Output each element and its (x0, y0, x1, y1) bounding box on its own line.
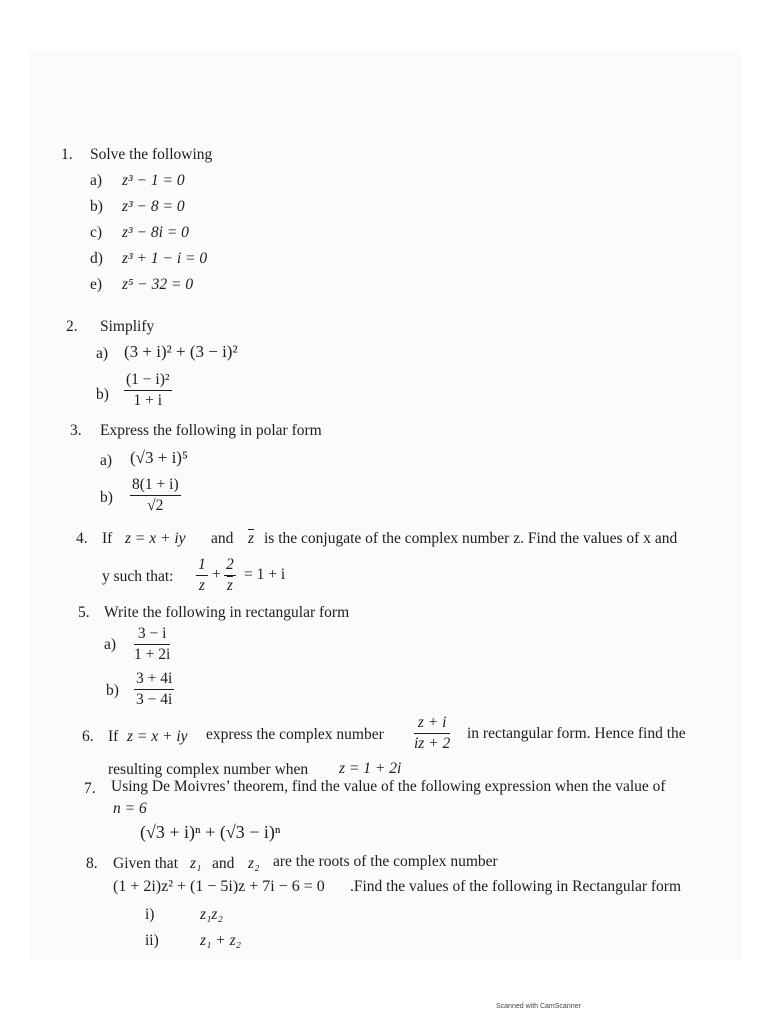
q5a-denominator: 1 + 2i (134, 646, 171, 663)
q5a-label: a) (104, 636, 117, 653)
q8-text-line2: .Find the values of the following in Rectangular form (350, 878, 682, 895)
q2b-numerator: (1 − i)² (124, 371, 172, 391)
q3b-fraction (130, 476, 181, 515)
q3-instruction: Express the following in polar form (100, 422, 322, 439)
q6-text-a: express the complex number (206, 726, 384, 743)
q5-instruction: Write the following in rectangular form (104, 604, 350, 621)
q6-number: 6. (82, 728, 94, 745)
q6-text-line2: resulting complex number when (108, 761, 309, 778)
q3b-label: b) (100, 489, 113, 506)
q2b-denominator: 1 + i (133, 392, 163, 409)
q1-number: 1. (61, 146, 73, 163)
q3a-label: a) (100, 452, 113, 469)
q1c-label: c) (90, 224, 103, 241)
q6-text-b: in rectangular form. Hence find the (467, 725, 686, 742)
q1b-expr: z³ − 8 = 0 (122, 198, 185, 215)
q5-number: 5. (78, 604, 90, 621)
q2a-expr: (3 + i)² + (3 − i)² (124, 342, 238, 361)
q8-text-line1: are the roots of the complex number (273, 853, 498, 870)
q5a-numerator: 3 − i (134, 625, 170, 645)
q3b-denominator: √2 (147, 497, 164, 514)
q4-zbar: $\overline{z}$ (248, 530, 255, 547)
q1a-expr: z³ − 1 = 0 (122, 172, 185, 189)
q1e-label: e) (90, 276, 103, 293)
q1a-label: a) (90, 172, 103, 189)
q7-number: 7. (84, 780, 96, 797)
q6-numerator: z + i (414, 714, 450, 734)
q8-z1: z₁ (190, 855, 202, 872)
q8-and: and (212, 855, 235, 872)
scanner-watermark: Scanned with CamScanner (496, 1003, 581, 1010)
q8-equation: (1 + 2i)z² + (1 − 5i)z + 7i − 6 = 0 (113, 878, 325, 895)
q5b-numerator: 3 + 4i (134, 670, 174, 690)
q4-text-line1: is the conjugate of the complex number z. Find the values of x and (264, 530, 678, 547)
q5a-fraction (134, 625, 170, 664)
q4-and: and (211, 530, 234, 547)
q6-z-definition: z = x + iy (127, 728, 188, 745)
q2-instruction: Simplify (100, 318, 155, 335)
q7-text-line1: Using De Moivres’ theorem, find the value of the following expression when the value of (111, 778, 666, 795)
q4-f2-numerator: 2 (224, 556, 236, 576)
q8ii-expr: z₁ + z₂ (200, 932, 242, 949)
q4-fraction-2 (224, 556, 236, 595)
q3-number: 3. (70, 422, 82, 439)
q8-z2: z₂ (248, 855, 260, 872)
q2a-label: a) (96, 345, 109, 362)
q4-plus: + (212, 566, 221, 583)
q3a-expr: (√3 + i)⁵ (130, 448, 188, 467)
q8i-label: i) (145, 906, 155, 923)
q2b-label: b) (96, 386, 109, 403)
q1e-expr: z⁵ − 32 = 0 (122, 276, 194, 293)
q8-given: Given that (113, 855, 178, 872)
q4-number: 4. (76, 530, 88, 547)
q3b-numerator: 8(1 + i) (130, 476, 181, 496)
q8i-expr: z₁z₂ (200, 906, 223, 923)
q5b-label: b) (106, 682, 119, 699)
q5b-fraction (134, 670, 174, 709)
q6-z-value: z = 1 + 2i (339, 760, 402, 777)
q6-if: If (108, 728, 119, 745)
q8-number: 8. (86, 855, 98, 872)
q7-n-value: n = 6 (113, 800, 147, 817)
q4-rhs: = 1 + i (244, 566, 286, 583)
q4-f2-denominator: z (226, 577, 233, 594)
q4-text-line2: y such that: (102, 568, 174, 585)
q2b-fraction (124, 371, 172, 410)
q1c-expr: z³ − 8i = 0 (122, 224, 189, 241)
q6-denominator: iz + 2 (414, 735, 451, 752)
q1-instruction: Solve the following (90, 146, 213, 163)
q4-f1-numerator: 1 (196, 556, 208, 576)
q4-f1-denominator: z (198, 577, 205, 594)
q4-z-definition: z = x + iy (125, 530, 186, 547)
q6-fraction (414, 714, 450, 753)
q1b-label: b) (90, 198, 103, 215)
q4-fraction-1 (196, 556, 208, 595)
q5b-denominator: 3 − 4i (136, 691, 173, 708)
q1d-expr: z³ + 1 − i = 0 (122, 250, 208, 267)
q8ii-label: ii) (145, 932, 159, 949)
q2-number: 2. (66, 318, 78, 335)
q7-expression: (√3 + i)ⁿ + (√3 − i)ⁿ (140, 822, 281, 842)
q4-if: If (102, 530, 113, 547)
q1d-label: d) (90, 250, 103, 267)
